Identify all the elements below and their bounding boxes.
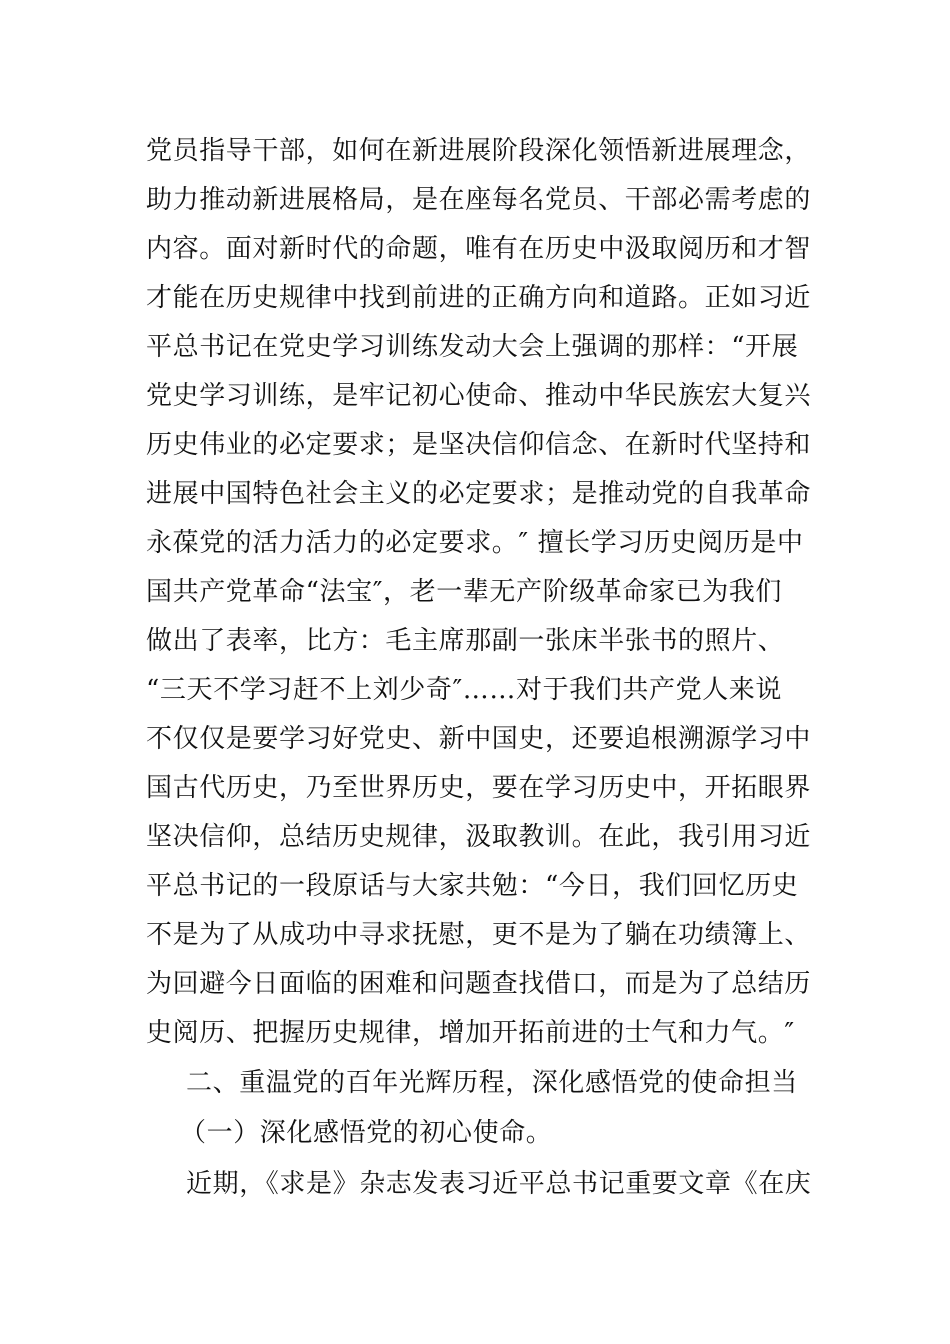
body-line: “三天不学习赶不上刘少奇″……对于我们共产党人来说 bbox=[146, 675, 783, 705]
body-line: 国古代历史，乃至世界历史，要在学习历史中，开拓眼界 bbox=[146, 773, 812, 803]
body-line: 坚决信仰，总结历史规律，汲取教训。在此，我引用习近 bbox=[146, 822, 812, 852]
body-line: 助力推动新进展格局，是在座每名党员、干部必需考虑的 bbox=[146, 185, 812, 215]
body-line: 平总书记在党史学习训练发动大会上强调的那样：“开展 bbox=[146, 332, 799, 362]
body-line: 不仅仅是要学习好党史、新中国史，还要追根溯源学习中 bbox=[146, 724, 812, 754]
body-line: 近期，《求是》杂志发表习近平总书记重要文章《在庆 bbox=[186, 1169, 812, 1199]
body-line: 不是为了从成功中寻求抚慰，更不是为了躺在功绩簿上、 bbox=[146, 920, 812, 950]
section-heading: 二、重温党的百年光辉历程，深化感悟党的使命担当 bbox=[186, 1068, 798, 1098]
body-line: 进展中国特色社会主义的必定要求；是推动党的自我革命 bbox=[146, 479, 812, 509]
body-line: 国共产党革命“法宝″，老一辈无产阶级革命家已为我们 bbox=[146, 577, 783, 607]
subsection-heading: （一）深化感悟党的初心使命。 bbox=[180, 1118, 553, 1148]
body-line: 永葆党的活力活力的必定要求。″ 擅长学习历史阅历是中 bbox=[146, 528, 804, 558]
body-line: 史阅历、把握历史规律，增加开拓前进的士气和力气。″ bbox=[146, 1018, 795, 1048]
body-line: 历史伟业的必定要求；是坚决信仰信念、在新时代坚持和 bbox=[146, 430, 812, 460]
body-line: 党史学习训练，是牢记初心使命、推动中华民族宏大复兴 bbox=[146, 381, 812, 411]
body-line: 平总书记的一段原话与大家共勉：“今日，我们回忆历史 bbox=[146, 871, 799, 901]
body-line: 才能在历史规律中找到前进的正确方向和道路。正如习近 bbox=[146, 283, 812, 313]
body-line: 党员指导干部，如何在新进展阶段深化领悟新进展理念， bbox=[146, 136, 812, 166]
body-line: 为回避今日面临的困难和问题查找借口，而是为了总结历 bbox=[146, 969, 812, 999]
body-line: 内容。面对新时代的命题，唯有在历史中汲取阅历和才智 bbox=[146, 234, 812, 264]
body-line: 做出了表率，比方：毛主席那副一张床半张书的照片、 bbox=[146, 626, 785, 656]
